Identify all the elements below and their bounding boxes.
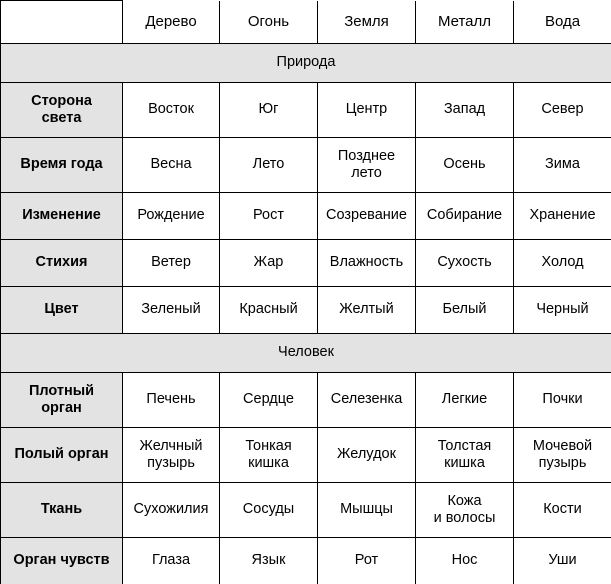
cell-line-2: пузырь (125, 455, 217, 472)
element-header-wood: Дерево (123, 1, 220, 44)
table-row (1, 192, 611, 239)
cell-color-metal: Белый (416, 286, 514, 333)
cell-climate-metal: Сухость (416, 239, 514, 286)
table-row (1, 137, 611, 192)
row-label-line-2: света (3, 110, 120, 127)
cell-fu-water (514, 427, 611, 482)
cell-line-2: кишка (418, 455, 511, 472)
cell-season-wood: Весна (123, 137, 220, 192)
cell-zang-wood: Печень (123, 372, 220, 427)
cell-tissue-earth: Мышцы (318, 482, 416, 537)
element-header-metal: Металл (416, 1, 514, 44)
row-label-tissue: Ткань (1, 482, 123, 537)
row-label-color: Цвет (1, 286, 123, 333)
row-label-line-2: орган (3, 400, 120, 417)
table-row (1, 82, 611, 137)
cell-line-1: Позднее (320, 148, 413, 165)
cell-fu-fire (220, 427, 318, 482)
cell-zang-fire: Сердце (220, 372, 318, 427)
cell-zang-water: Почки (514, 372, 611, 427)
cell-tissue-metal (416, 482, 514, 537)
table-row (1, 537, 611, 584)
cell-line-2: и волосы (418, 510, 511, 527)
cell-direction-earth: Центр (318, 82, 416, 137)
cell-color-fire: Красный (220, 286, 318, 333)
cell-season-fire: Лето (220, 137, 318, 192)
table-header-row (1, 1, 611, 44)
cell-change-water: Хранение (514, 192, 611, 239)
cell-color-wood: Зеленый (123, 286, 220, 333)
cell-line-1: Толстая (418, 438, 511, 455)
table-row (1, 482, 611, 537)
cell-change-metal: Собирание (416, 192, 514, 239)
cell-color-water: Черный (514, 286, 611, 333)
cell-zang-metal: Легкие (416, 372, 514, 427)
cell-fu-earth: Желудок (318, 427, 416, 482)
table-row (1, 372, 611, 427)
cell-tissue-fire: Сосуды (220, 482, 318, 537)
row-label-sense-organ: Орган чувств (1, 537, 123, 584)
cell-season-metal: Осень (416, 137, 514, 192)
cell-sense-fire: Язык (220, 537, 318, 584)
cell-climate-water: Холод (514, 239, 611, 286)
cell-direction-metal: Запад (416, 82, 514, 137)
section-title-human: Человек (1, 333, 611, 372)
cell-line-2: кишка (222, 455, 315, 472)
cell-direction-water: Север (514, 82, 611, 137)
cell-climate-wood: Ветер (123, 239, 220, 286)
element-header-fire: Огонь (220, 1, 318, 44)
cell-sense-water: Уши (514, 537, 611, 584)
corner-cell (1, 1, 123, 44)
cell-tissue-wood: Сухожилия (123, 482, 220, 537)
cell-season-water: Зима (514, 137, 611, 192)
cell-sense-metal: Нос (416, 537, 514, 584)
section-row-nature (1, 43, 611, 82)
section-row-human (1, 333, 611, 372)
row-label-line-1: Плотный (3, 383, 120, 400)
row-label-fu-organ: Полый орган (1, 427, 123, 482)
table-row (1, 239, 611, 286)
cell-fu-metal (416, 427, 514, 482)
element-header-water: Вода (514, 1, 611, 44)
cell-line-1: Кожа (418, 493, 511, 510)
row-label-change: Изменение (1, 192, 123, 239)
cell-change-wood: Рождение (123, 192, 220, 239)
row-label-zang-organ (1, 372, 123, 427)
cell-sense-earth: Рот (318, 537, 416, 584)
row-label-climate: Стихия (1, 239, 123, 286)
cell-line-1: Тонкая (222, 438, 315, 455)
cell-fu-wood (123, 427, 220, 482)
row-label-direction (1, 82, 123, 137)
cell-color-earth: Желтый (318, 286, 416, 333)
cell-season-earth (318, 137, 416, 192)
table-row (1, 427, 611, 482)
cell-line-1: Желчный (125, 438, 217, 455)
row-label-season: Время года (1, 137, 123, 192)
cell-line-2: лето (320, 165, 413, 182)
cell-zang-earth: Селезенка (318, 372, 416, 427)
section-title-nature: Природа (1, 43, 611, 82)
cell-climate-fire: Жар (220, 239, 318, 286)
element-header-earth: Земля (318, 1, 416, 44)
row-label-line-1: Сторона (3, 93, 120, 110)
cell-line-1: Мочевой (516, 438, 609, 455)
table-row (1, 286, 611, 333)
cell-change-fire: Рост (220, 192, 318, 239)
cell-climate-earth: Влажность (318, 239, 416, 286)
cell-direction-fire: Юг (220, 82, 318, 137)
cell-line-2: пузырь (516, 455, 609, 472)
cell-direction-wood: Восток (123, 82, 220, 137)
cell-change-earth: Созревание (318, 192, 416, 239)
cell-tissue-water: Кости (514, 482, 611, 537)
cell-sense-wood: Глаза (123, 537, 220, 584)
